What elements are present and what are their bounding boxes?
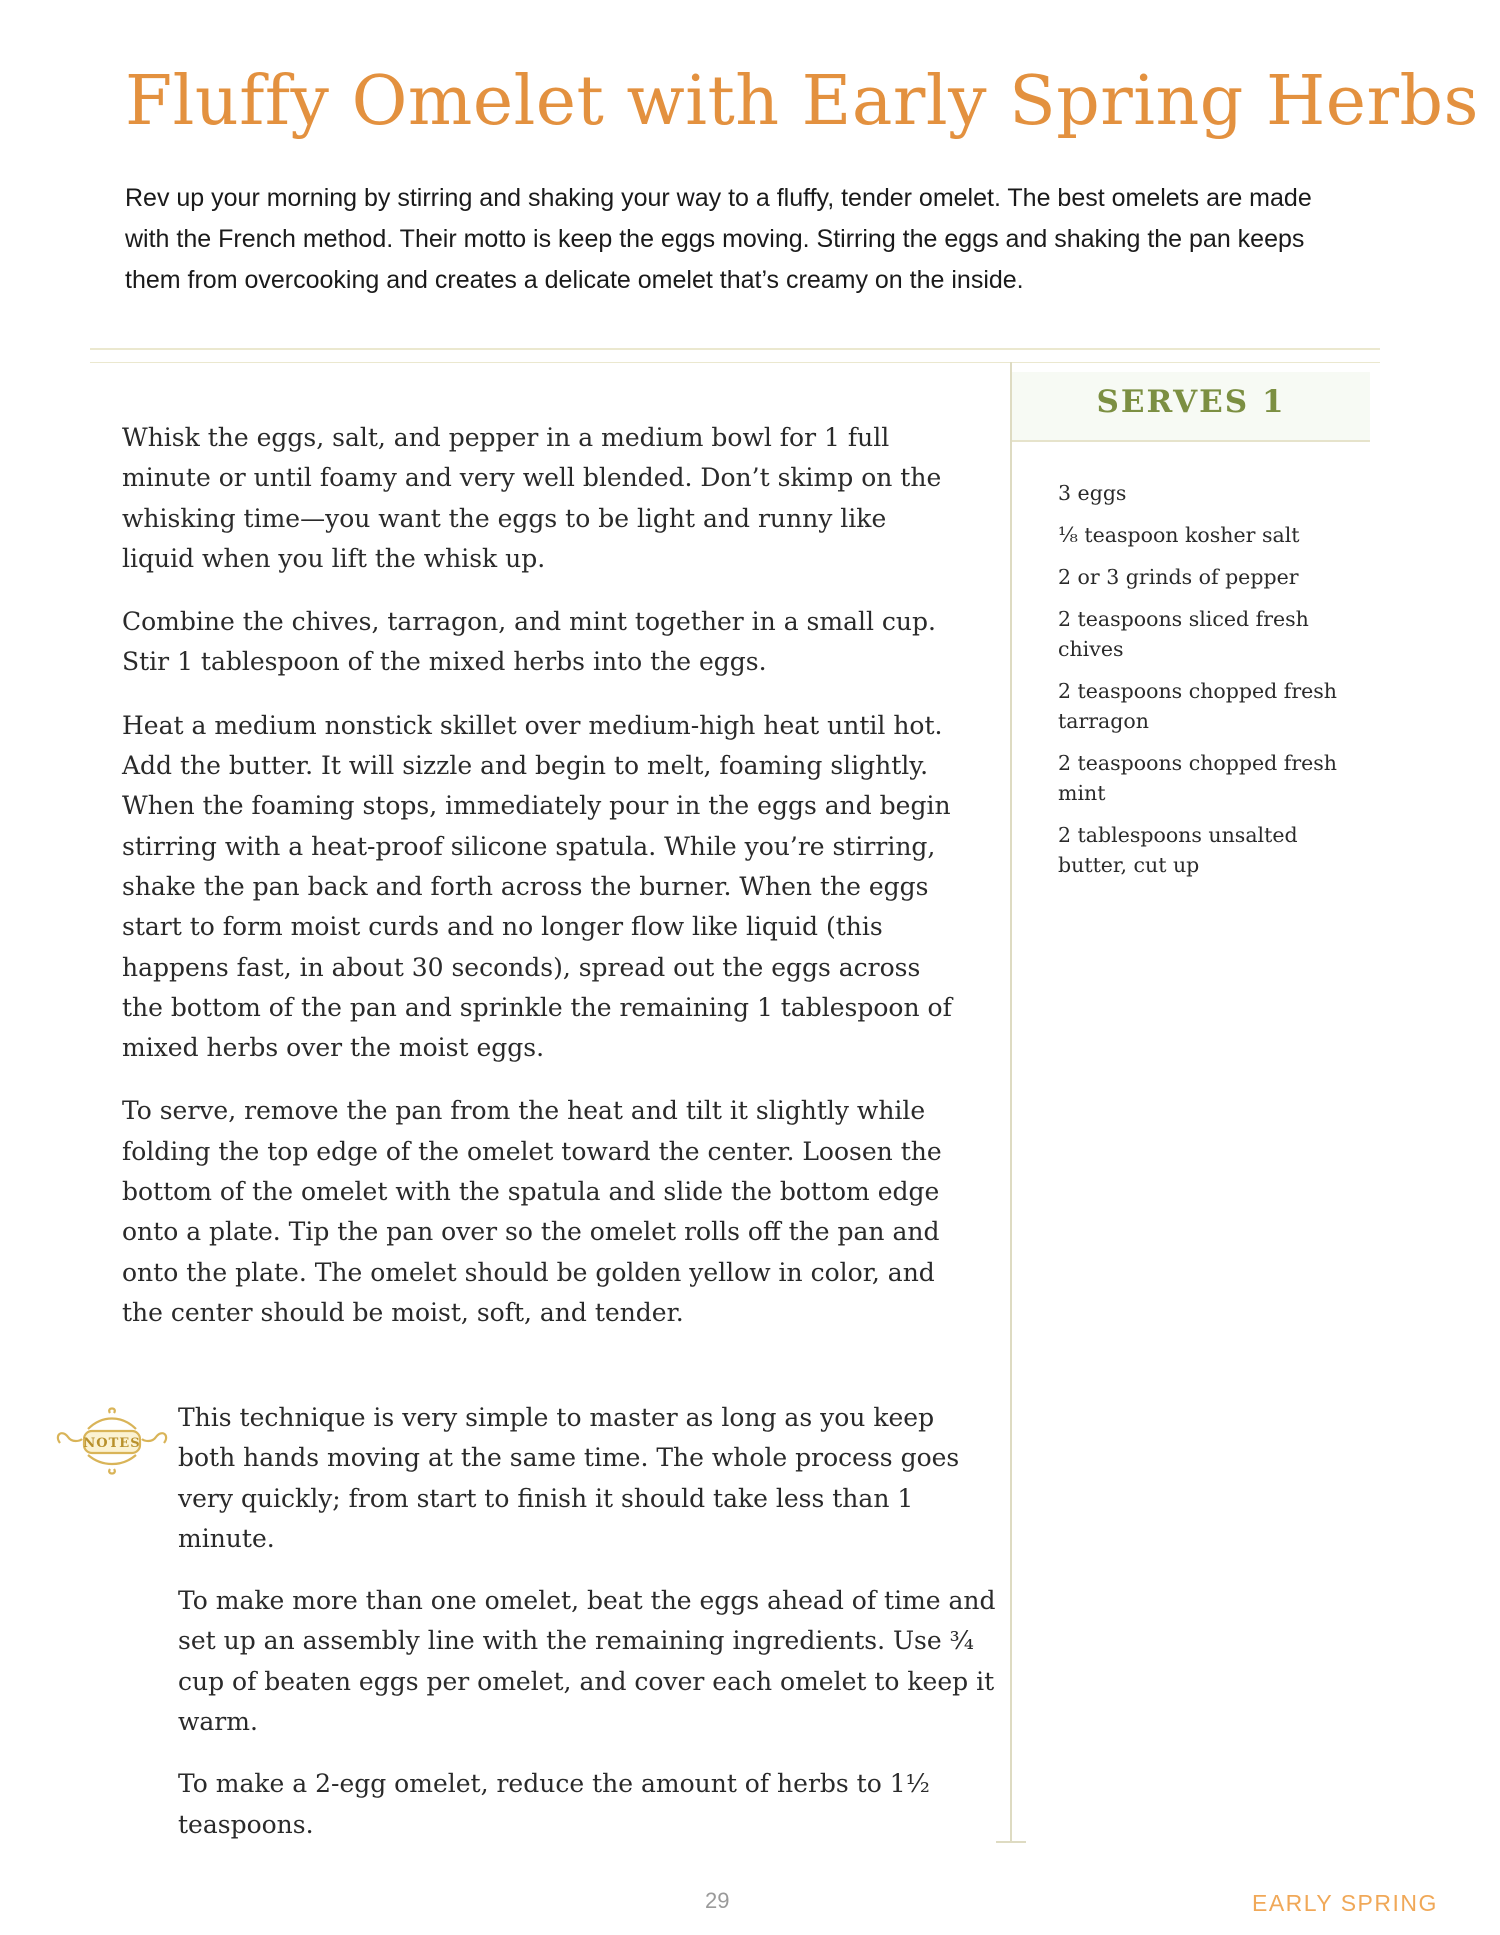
method-step: Combine the chives, tarragon, and mint together in a small cup. Stir 1 tablespoon of the mixed herbs into the eggs.: [122, 607, 936, 677]
method-step: Heat a medium nonstick skillet over medium-high heat until hot. Add the butter. It will sizzle and begin to melt, foaming slightly. When the foaming stops, immediately pour in the eggs and begin stirring with a heat-proof silicone spatula. While you’re stirring, shake the pan back and forth across the burner. When the eggs start to form moist curds and no longer flow like liquid (this happens fast, in about 30 seconds), spread out the eggs across the bottom of the pan and sprinkle the remaining 1 tablespoon of mixed herbs over the moist eggs.: [122, 710, 952, 1063]
notes-label: NOTES: [83, 1436, 141, 1451]
ingredient-item: 2 teaspoons chopped fresh tarragon: [1058, 679, 1338, 733]
method-step: To serve, remove the pan from the heat and tilt it slightly while folding the top edge of the omelet toward the center. Loosen the bottom of the omelet with the spatula and slide the bottom edge onto a plate. Tip the pan over so the omelet rolls off the pan and onto the plate. The omelet should be golden yellow in color, and the center should be moist, soft, and tender.: [122, 1096, 942, 1327]
header-divider: [90, 348, 1380, 363]
ingredient-item: 2 teaspoons chopped fresh mint: [1058, 751, 1338, 805]
note-paragraph: To make a 2-egg omelet, reduce the amount of herbs to 1¹⁄₂ teaspoons.: [178, 1769, 930, 1839]
column-divider-foot: [996, 1841, 1026, 1843]
serves-label: SERVES 1: [1096, 384, 1286, 420]
ingredient-list: [1058, 478, 1348, 892]
notes-section: [178, 1398, 998, 1867]
note-paragraph: This technique is very simple to master as long as you keep both hands moving at the same time. The whole process goes very quickly; from start to finish it should take less than 1 minute.: [178, 1403, 960, 1553]
recipe-intro: Rev up your morning by stirring and shaking your way to a fluffy, tender omelet. The best omelets are made with the French method. Their motto is keep the eggs moving. Stirring the eggs and shaking the pan keeps them from overcooking and creates a delicate omelet that’s creamy on the inside.: [125, 184, 1312, 294]
note-paragraph: To make more than one omelet, beat the eggs ahead of time and set up an assembly line with the remaining ingredients. Use ³⁄₄ cup of beaten eggs per omelet, and cover each omelet to keep it warm.: [178, 1586, 996, 1737]
section-name: EARLY SPRING: [1252, 1890, 1438, 1916]
column-divider: [1010, 362, 1012, 1842]
ingredient-item: 2 teaspoons sliced fresh chives: [1058, 607, 1309, 661]
page-number: 29: [705, 1888, 730, 1913]
recipe-title: Fluffy Omelet with Early Spring Herbs: [125, 62, 1479, 141]
ingredient-item: 3 eggs: [1058, 481, 1127, 505]
serves-header: [1012, 372, 1370, 442]
notes-ornament-icon: [52, 1405, 172, 1475]
method-column: [122, 418, 962, 1356]
ingredient-item: 2 tablespoons unsalted butter, cut up: [1058, 823, 1298, 877]
ingredient-item: ¹⁄₈ teaspoon kosher salt: [1058, 523, 1300, 547]
ingredient-item: 2 or 3 grinds of pepper: [1058, 565, 1299, 589]
method-step: Whisk the eggs, salt, and pepper in a medium bowl for 1 full minute or until foamy and very well blended. Don’t skimp on the whisking time—you want the eggs to be light and runny like liquid when you lift the whisk up.: [122, 423, 942, 573]
